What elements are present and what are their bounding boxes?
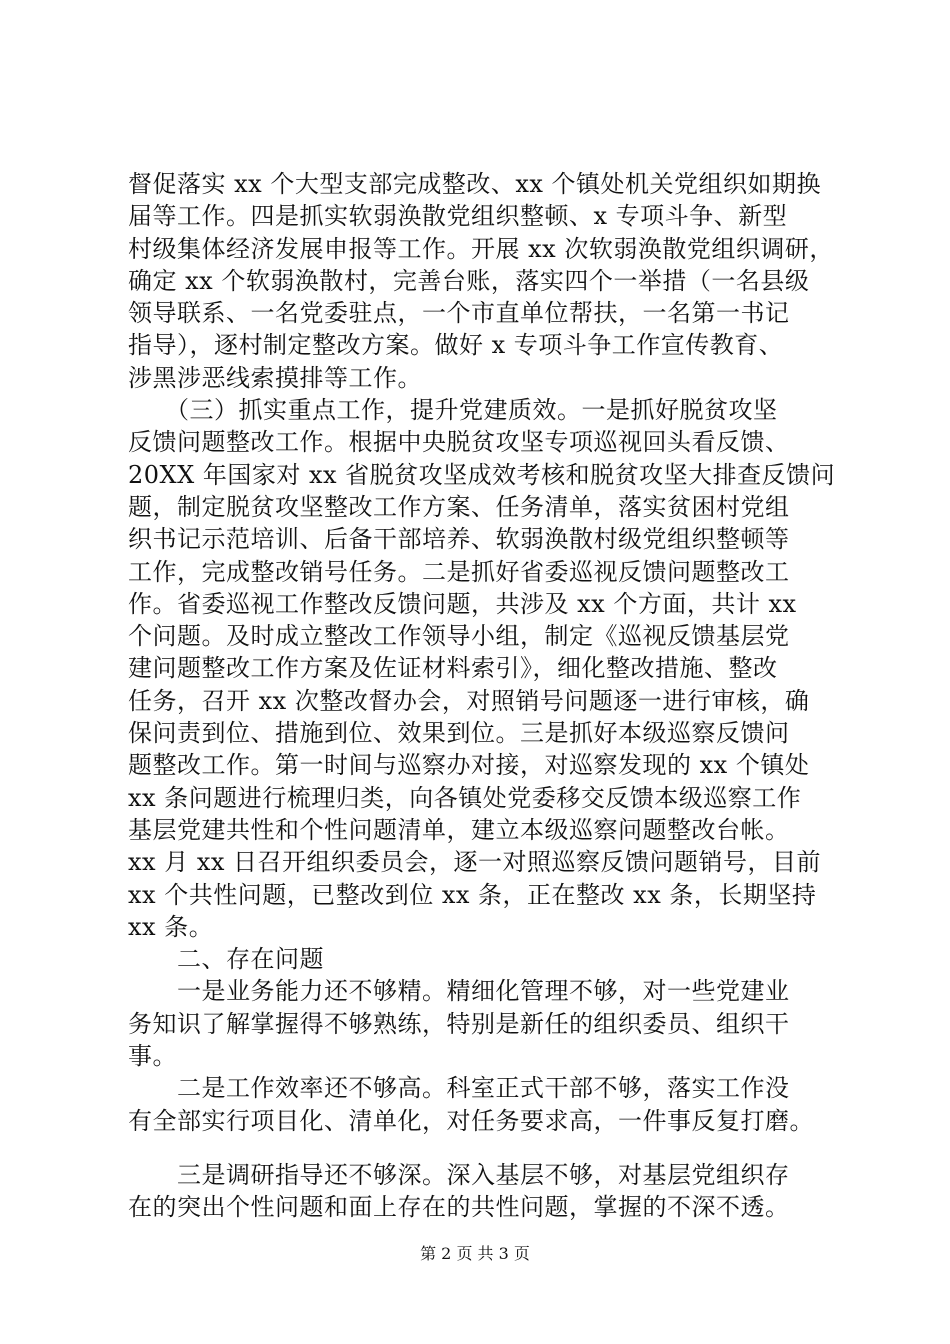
text-line: 个问题。及时成立整改工作领导小组，制定《巡视反馈基层党 [128,622,790,651]
text-line: 有全部实行项目化、清单化，对任务要求高，一件事反复打磨。 [128,1106,814,1135]
text-line: 工作，完成整改销号任务。二是抓好省委巡视反馈问题整改工 [128,557,790,586]
text-line: 务知识了解掌握得不够熟练，特别是新任的组织委员、组织干 [128,1009,790,1038]
text-line: 三是调研指导还不够深。深入基层不够，对基层党组织存 [128,1160,790,1189]
text-line: xx 条问题进行梳理归类，向各镇处党委移交反馈本级巡察工作 [128,783,802,812]
text-line: xx 个共性问题，已整改到位 xx 条，正在整改 xx 条，长期坚持 [128,880,817,909]
text-line: 确定 xx 个软弱涣散村，完善台账，落实四个一举措（一名县级 [128,266,810,295]
text-line: 在的突出个性问题和面上存在的共性问题，掌握的不深不透。 [128,1193,790,1222]
text-line: 作。省委巡视工作整改反馈问题，共涉及 xx 个方面，共计 xx [128,589,797,618]
document-body [128,168,836,1224]
text-line: 事。 [128,1042,177,1071]
text-line: 建问题整改工作方案及佐证材料索引》，细化整改措施、整改 [128,654,778,683]
page-footer: 第 2 页 共 3 页 [420,1244,530,1263]
paragraph-gap [128,1137,833,1159]
text-line: 督促落实 xx 个大型支部完成整改、xx 个镇处机关党组织如期换 [128,170,822,198]
section-heading-line: （三）抓实重点工作，提升党建质效。一是抓好脱贫攻坚 [128,396,778,425]
text-line: 任务，召开 xx 次整改督办会，对照销号问题逐一进行审核，确 [128,686,810,715]
text-line: 保问责到位、措施到位、效果到位。三是抓好本级巡察反馈问 [128,719,790,748]
text-line: 题，制定脱贫攻坚整改工作方案、任务清单，落实贫困村党组 [128,492,790,521]
text-line: 题整改工作。第一时间与巡察办对接，对巡察发现的 xx 个镇处 [128,751,810,780]
text-line: 涉黑涉恶线索摸排等工作。 [128,363,422,392]
text-line: 20XX 年国家对 xx 省脱贫攻坚成效考核和脱贫攻坚大排查反馈问 [128,460,836,489]
text-line: 二是工作效率还不够高。科室正式干部不够，落实工作没 [128,1074,790,1103]
text-line: 织书记示范培训、后备干部培养、软弱涣散村级党组织整顿等 [128,525,790,554]
text-line: xx 月 xx 日召开组织委员会，逐一对照巡察反馈问题销号，目前 [128,848,822,877]
section-heading-existing-problems: 二、存在问题 [128,945,324,974]
text-line: 村级集体经济发展申报等工作。开展 xx 次软弱涣散党组织调研， [128,234,834,263]
text-line: 领导联系、一名党委驻点，一个市直单位帮扶，一名第一书记 [128,299,790,328]
text-line: 反馈问题整改工作。根据中央脱贫攻坚专项巡视回头看反馈、 [128,428,790,457]
text-line: 一是业务能力还不够精。精细化管理不够，对一些党建业 [128,977,790,1006]
text-line: 基层党建共性和个性问题清单，建立本级巡察问题整改台帐。 [128,815,790,844]
text-line: 指导），逐村制定整改方案。做好 x 专项斗争工作宣传教育、 [128,331,784,360]
text-line: xx 条。 [128,912,214,941]
text-line: 届等工作。四是抓实软弱涣散党组织整顿、x 专项斗争、新型 [128,202,788,231]
